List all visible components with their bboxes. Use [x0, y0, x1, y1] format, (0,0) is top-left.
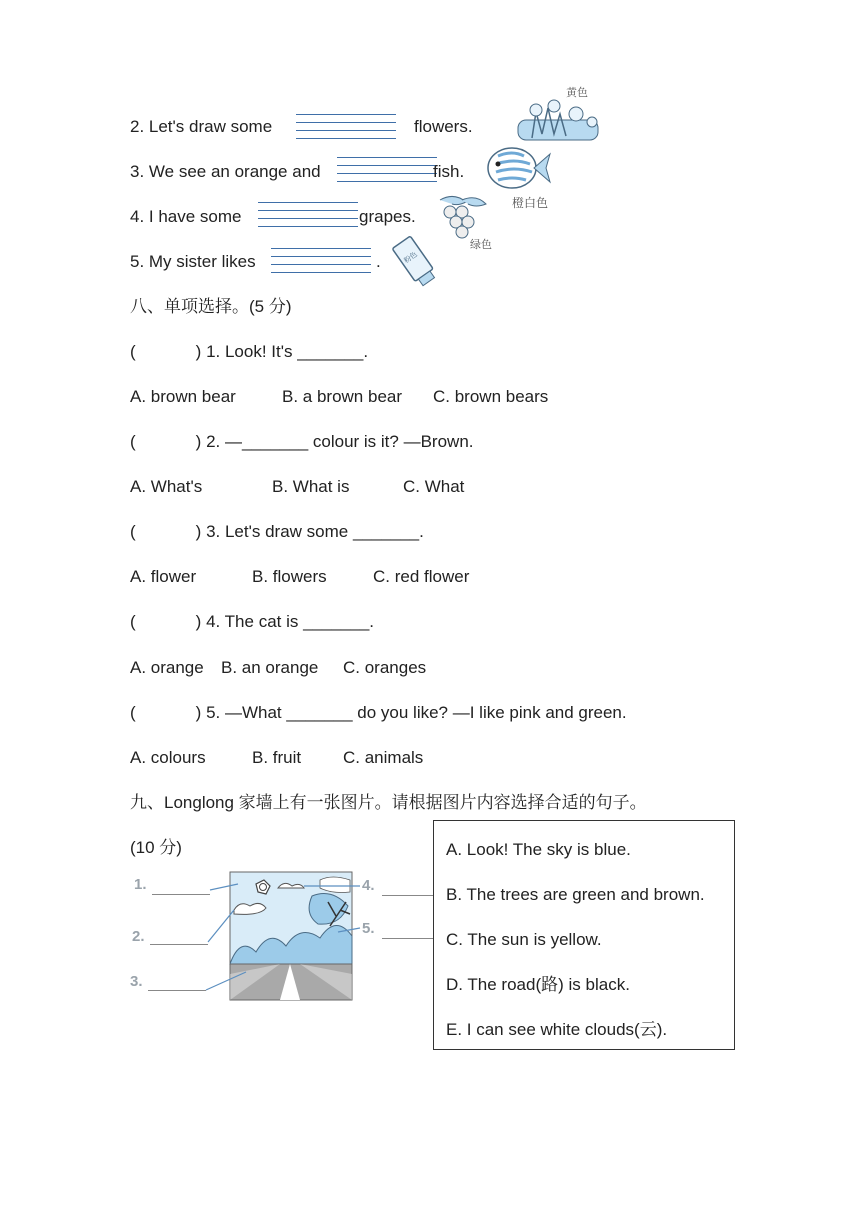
q8-2-option-b[interactable]: B. What is	[272, 477, 350, 496]
label-2: 2.	[132, 928, 145, 945]
q8-5-option-c[interactable]: C. animals	[343, 748, 424, 767]
q8-2-line	[130, 431, 474, 453]
connector-lines	[200, 866, 380, 1006]
q5-text-after: .	[376, 252, 381, 271]
sentence-option-d[interactable]: D. The road(路) is black.	[446, 975, 630, 994]
answer-paren-close: )	[195, 703, 202, 722]
q3-four-line-blank[interactable]	[337, 157, 437, 187]
label-3: 3.	[130, 973, 143, 990]
q4-text-after: grapes.	[359, 207, 416, 226]
q2-four-line-blank[interactable]	[296, 114, 396, 144]
question-text: 1. Look! It's _______.	[206, 342, 369, 361]
answer-line-3[interactable]	[148, 990, 206, 991]
q8-1-option-c[interactable]: C. brown bears	[433, 387, 549, 406]
q8-4-option-a[interactable]: A. orange	[130, 658, 204, 677]
q4-color-hint: 绿色	[470, 238, 492, 251]
sentence-options-box	[433, 820, 735, 1050]
q8-2-option-c[interactable]: C. What	[403, 477, 465, 496]
sentence-option-e[interactable]: E. I can see white clouds(云).	[446, 1020, 668, 1039]
answer-paren-close: )	[195, 432, 202, 451]
label-4: 4.	[362, 877, 375, 894]
q4-text-before: 4. I have some	[130, 207, 242, 226]
q8-1-line	[130, 341, 368, 363]
q8-1-option-a[interactable]: A. brown bear	[130, 387, 236, 406]
answer-paren-open: (	[130, 522, 136, 541]
answer-paren-open: (	[130, 342, 136, 361]
q8-2-option-a[interactable]: A. What's	[130, 477, 203, 496]
q8-1-option-b[interactable]: B. a brown bear	[282, 387, 403, 406]
q5-color-hint: 粉色	[402, 250, 419, 265]
q4-four-line-blank[interactable]	[258, 202, 358, 232]
answer-paren-open: (	[130, 432, 136, 451]
section9-score: (10 分)	[130, 838, 182, 857]
q8-5-option-b[interactable]: B. fruit	[252, 748, 302, 767]
q2-text-after: flowers.	[414, 117, 473, 136]
answer-paren-close: )	[195, 522, 202, 541]
section8-title: 八、单项选择。(5 分)	[130, 297, 292, 316]
q8-3-option-a[interactable]: A. flower	[130, 567, 197, 586]
q3-text-after: fish.	[433, 162, 465, 181]
flowers-picture	[512, 98, 604, 148]
q2-text-before: 2. Let's draw some	[130, 117, 273, 136]
answer-line-4[interactable]	[382, 895, 434, 896]
q8-5-option-a[interactable]: A. colours	[130, 748, 206, 767]
question-text: 5. —What _______ do you like? —I like pink and green.	[206, 703, 627, 722]
label-5: 5.	[362, 920, 375, 937]
q8-4-option-b[interactable]: B. an orange	[221, 658, 319, 677]
q8-3-line	[130, 521, 424, 543]
sentence-option-a[interactable]: A. Look! The sky is blue.	[446, 840, 631, 859]
q8-4-option-c[interactable]: C. oranges	[343, 658, 427, 677]
label-1: 1.	[134, 876, 147, 893]
answer-paren-open: (	[130, 703, 136, 722]
question-text: 4. The cat is _______.	[206, 612, 374, 631]
answer-paren-close: )	[195, 612, 202, 631]
paint-tube-picture	[388, 234, 442, 290]
q8-4-line	[130, 611, 374, 633]
sentence-option-c[interactable]: C. The sun is yellow.	[446, 930, 602, 949]
q3-color-hint: 橙白色	[512, 196, 549, 210]
q8-3-option-c[interactable]: C. red flower	[373, 567, 470, 586]
sentence-option-b[interactable]: B. The trees are green and brown.	[446, 885, 705, 904]
q2-color-hint: 黄色	[566, 86, 588, 99]
answer-paren-open: (	[130, 612, 136, 631]
q8-5-line	[130, 702, 627, 724]
q3-text-before: 3. We see an orange and	[130, 162, 321, 181]
answer-line-5[interactable]	[382, 938, 434, 939]
question-text: 2. —_______ colour is it? —Brown.	[206, 432, 474, 451]
answer-paren-close: )	[195, 342, 202, 361]
q5-text-before: 5. My sister likes	[130, 252, 256, 271]
section9-title: 九、Longlong 家墙上有一张图片。请根据图片内容选择合适的句子。	[130, 793, 647, 812]
q8-3-option-b[interactable]: B. flowers	[252, 567, 327, 586]
question-text: 3. Let's draw some _______.	[206, 522, 424, 541]
q5-four-line-blank[interactable]	[271, 248, 371, 278]
fish-picture	[484, 142, 552, 194]
